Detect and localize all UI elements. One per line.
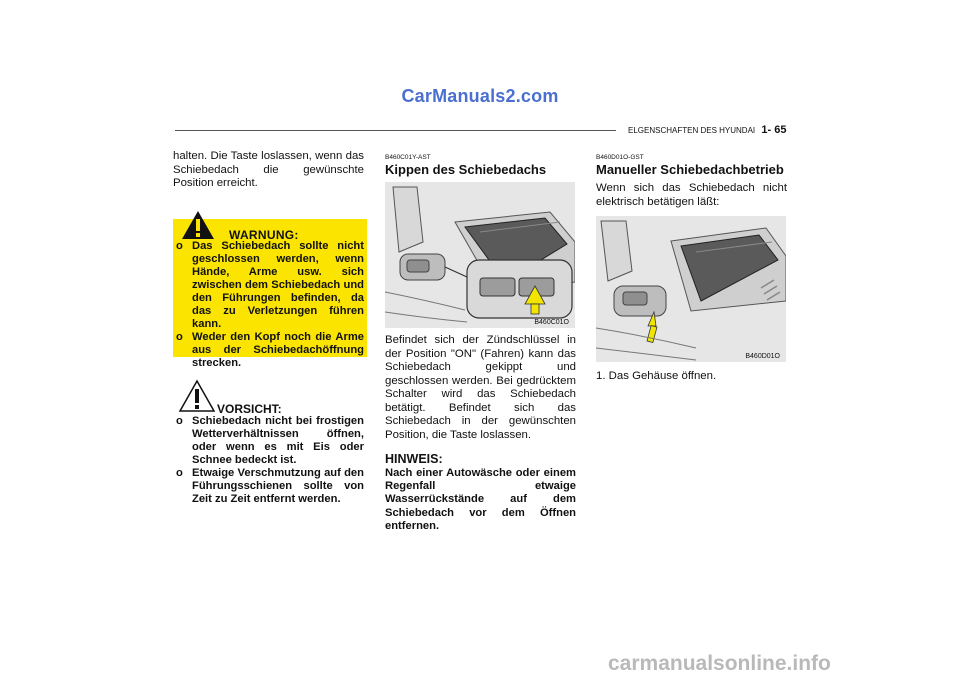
figure-code: B460D01O bbox=[745, 353, 780, 360]
step-text: 1. Das Gehäuse öffnen. bbox=[596, 370, 717, 382]
figure-code: B460C01O bbox=[534, 319, 569, 326]
sunroof-tilt-illustration bbox=[385, 182, 575, 328]
section-title: Kippen des Schiebedachs bbox=[385, 162, 547, 177]
figure-sunroof-tilt bbox=[385, 182, 575, 328]
column-1 bbox=[173, 150, 364, 191]
header-rule bbox=[175, 130, 616, 131]
bullet: o bbox=[176, 331, 183, 343]
page-header bbox=[628, 124, 786, 136]
manual-operation-illustration bbox=[596, 216, 786, 362]
note-text: Nach einer Autowäsche oder einem Regenfall etwaige Wasserrückstände auf dem Schiebedach vor dem Öffnen entfernen. bbox=[385, 467, 576, 532]
section-title: Manueller Schiebedachbetrieb bbox=[596, 162, 784, 177]
intro-text: halten. Die Taste loslassen, wenn das Schiebedach die gewünschte Position erreicht. bbox=[173, 150, 364, 189]
caution-item-text: Schiebedach nicht bei frostigen Wetterverhältnissen öffnen, oder wenn es mit Eis oder Schnee bedeckt ist. bbox=[192, 415, 364, 466]
column-3 bbox=[596, 150, 787, 384]
caution-item bbox=[176, 467, 364, 506]
caution-item-text: Etwaige Verschmutzung auf den Führungsschienen sollte von Zeit zu Zeit entfernt werden. bbox=[192, 467, 364, 505]
figure-manual-operation bbox=[596, 216, 786, 362]
warning-box bbox=[173, 219, 367, 369]
warning-title: WARNUNG: bbox=[229, 228, 299, 242]
tilt-body-text: Befindet sich der Zündschlüssel in der Position "ON" (Fahren) kann das Schiebedach gekippt und geschlossen werden. Bei gedrücktem Schalter wird das Schiebedach betätigt. Befindet sich das Schiebedach in der gewünschten Position, die Taste loslassen. bbox=[385, 334, 576, 441]
section-name: ELGENSCHAFTEN DES HYUNDAI bbox=[628, 126, 756, 135]
section-code: B460D01O-GST bbox=[596, 154, 644, 161]
bullet: o bbox=[176, 415, 183, 427]
caution-list bbox=[176, 415, 364, 506]
bullet: o bbox=[176, 467, 183, 479]
footer-watermark[interactable]: carmanualsonline.info bbox=[608, 652, 831, 675]
page-number: 1- 65 bbox=[761, 124, 787, 136]
warning-item-text: Das Schiebedach sollte nicht geschlossen werden, wenn Hände, Arme usw. sich zwischen dem Schiebedach und den Führungen befinden, da das zu Verletzungen führen kann. bbox=[192, 240, 364, 330]
column-2 bbox=[385, 150, 576, 533]
caution-triangle-icon bbox=[178, 379, 216, 418]
manual-intro-text: Wenn sich das Schiebedach nicht elektrisch betätigen läßt: bbox=[596, 182, 787, 208]
caution-title: VORSICHT: bbox=[217, 402, 282, 416]
site-header[interactable]: CarManuals2.com bbox=[401, 86, 559, 106]
warning-item bbox=[176, 331, 364, 370]
note-title: HINWEIS: bbox=[385, 452, 443, 466]
caution-item bbox=[176, 415, 364, 467]
warning-item-text: Weder den Kopf noch die Arme aus der Schiebedachöffnung strecken. bbox=[192, 331, 364, 369]
warning-item bbox=[176, 240, 364, 331]
bullet: o bbox=[176, 240, 183, 252]
section-code: B460C01Y-AST bbox=[385, 154, 431, 161]
caution-box bbox=[173, 381, 367, 516]
warning-list bbox=[176, 240, 364, 370]
